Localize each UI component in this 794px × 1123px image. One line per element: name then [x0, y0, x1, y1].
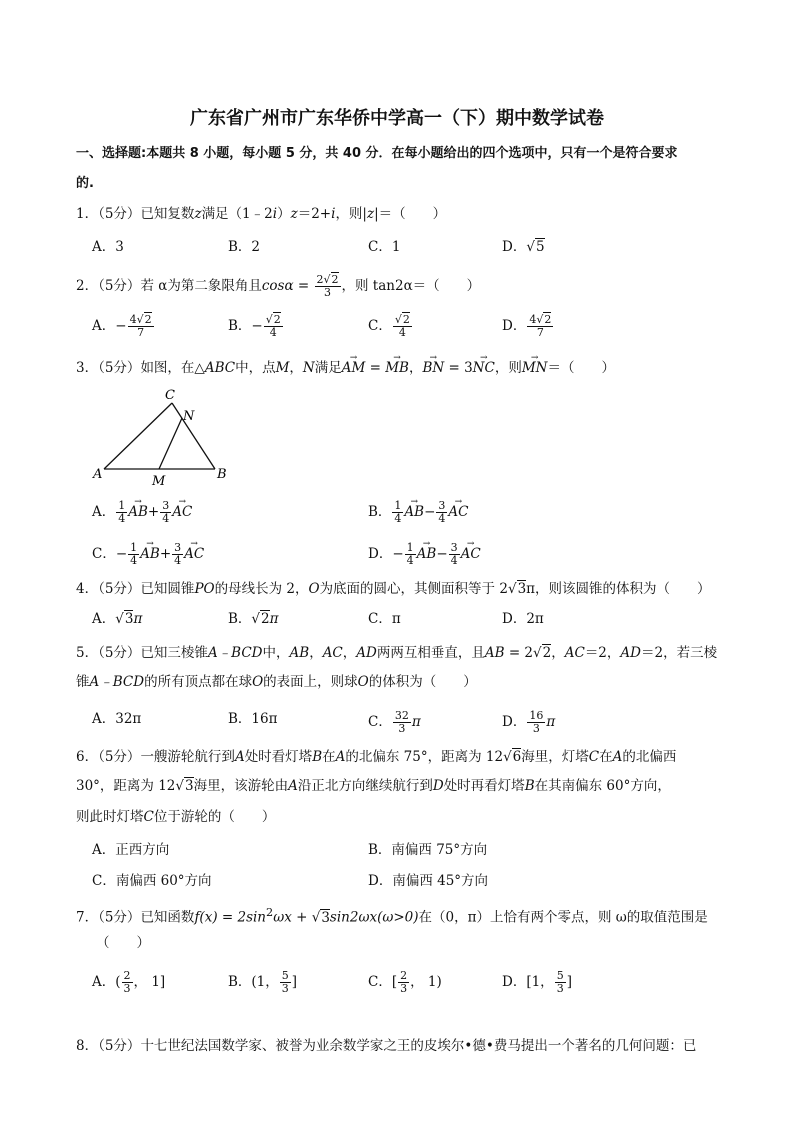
q3-option-d: D．− $\frac{1}{4}$ → AB− $\frac{3}{4}$ → AC	[368, 542, 481, 567]
page-title: 广东省广州市广东华侨中学高一（下）期中数学试卷	[190, 108, 604, 129]
side-ac	[104, 403, 172, 469]
q4-option-a: A．√3π	[92, 611, 143, 627]
q4-option-d: D．2π	[502, 611, 544, 627]
q1-option-c: C．1	[368, 239, 401, 255]
question-7: 7．（5分）已知函数$f(x) = 2\sin^2\omega x + √3\sin 2\omega x(\omega>0)$在（0，π）上恰有两个零点，则 ω的取值范围是	[76, 906, 708, 926]
question-3: 3．（5分）如图，在△ABC中，点M，N满足→ AM = → MB，→ BN = 3→ NC，则→ MN＝（ ）	[76, 359, 615, 377]
question-2: 2．（5分）若 α为第二象限角且cosα = $\frac{2√2}{3}$ ，则 tan2α＝（ ）	[76, 273, 481, 299]
q7-option-b: B．(1， $\frac{5}{3}$ ]	[228, 969, 298, 995]
question-4: 4．（5分）已知圆锥PO的母线长为 2，O为底面的圆心，其侧面积等于 2√3π，则该圆锥的体积为（ ）	[76, 581, 711, 597]
q5-option-b: B．16π	[228, 711, 278, 727]
label-b: B	[217, 467, 227, 482]
question-1: 1．（5分）已知复数z满足（1﹣2i）z＝2+i，则|z|＝（ ）	[76, 206, 447, 222]
q5-option-c: C． $\frac{32}{3}$ π	[368, 709, 421, 735]
question-6-cont-1: 30°，距离为 12√3海里，该游轮由A沿正北方向继续航行到D处时再看灯塔B在其南偏东 60°方向，	[76, 778, 671, 794]
q6-option-d: D．南偏西 45°方向	[368, 873, 489, 889]
label-a: A	[93, 467, 103, 482]
triangle-figure	[90, 385, 235, 490]
q3-option-a: A． $\frac{1}{4}$ → AB+ $\frac{3}{4}$ → AC	[92, 500, 192, 525]
q3-option-c: C．− $\frac{1}{4}$ → AB+ $\frac{3}{4}$ → AC	[92, 542, 204, 567]
question-6-cont-2: 则此时灯塔C位于游轮的（ ）	[76, 809, 276, 825]
q1-option-b: B．2	[228, 239, 261, 255]
question-8: 8．（5分）十七世纪法国数学家、被誉为业余数学家之王的皮埃尔•德•费马提出一个著名的几何问题：已	[76, 1038, 697, 1054]
segment-mn	[159, 418, 182, 469]
q2-option-d: D． $\frac{4√2}{7}$	[502, 313, 552, 339]
q7-option-c: C．[ $\frac{2}{3}$ ， 1)	[368, 969, 442, 995]
label-c: C	[165, 388, 175, 403]
q5-option-a: A．32π	[92, 711, 142, 727]
q6-option-a: A．正西方向	[92, 842, 170, 858]
q1-option-d: D．√5	[502, 239, 545, 255]
q2-option-c: C． $\frac{√2}{4}$	[368, 313, 410, 339]
question-5: 5．（5分）已知三棱锥A﹣BCD中，AB，AC，AD两两互相垂直，且AB = 2√2，AC＝2，AD＝2，若三棱	[76, 645, 718, 661]
q2-option-b: B．− $\frac{√2}{4}$	[228, 313, 281, 339]
question-5-cont: 锥A﹣BCD的所有顶点都在球O的表面上，则球O的体积为（ ）	[76, 674, 477, 690]
q1-option-a: A．3	[92, 239, 124, 255]
q2-fraction: $\frac{2√2}{3}$	[316, 273, 339, 299]
q3-option-b: B． $\frac{1}{4}$ → AB− $\frac{3}{4}$ → AC	[368, 500, 469, 525]
section-heading-cont: 的.	[76, 176, 94, 191]
q4-option-c: C．π	[368, 611, 401, 627]
q2-option-a: A．− $\frac{4√2}{7}$	[92, 313, 152, 339]
q6-option-c: C．南偏西 60°方向	[92, 873, 212, 889]
q4-option-b: B．√2π	[228, 611, 279, 627]
q7-option-a: A．( $\frac{2}{3}$ ， 1]	[92, 969, 166, 995]
q7-option-d: D．[1， $\frac{5}{3}$ ]	[502, 969, 572, 995]
question-6: 6．（5分）一艘游轮航行到A处时看灯塔B在A的北偏东 75°，距离为 12√6海里，灯塔C在A的北偏西	[76, 749, 677, 765]
label-n: N	[183, 409, 195, 424]
question-7-cont: （ ）	[96, 935, 150, 951]
q6-option-b: B．南偏西 75°方向	[368, 842, 488, 858]
label-m: M	[152, 474, 166, 489]
q5-option-d: D． $\frac{16}{3}$ π	[502, 709, 556, 735]
section-heading: 一、选择题:本题共 8 小题，每小题 5 分，共 40 分．在每小题给出的四个选项中，只有一个是符合要求	[76, 146, 678, 161]
